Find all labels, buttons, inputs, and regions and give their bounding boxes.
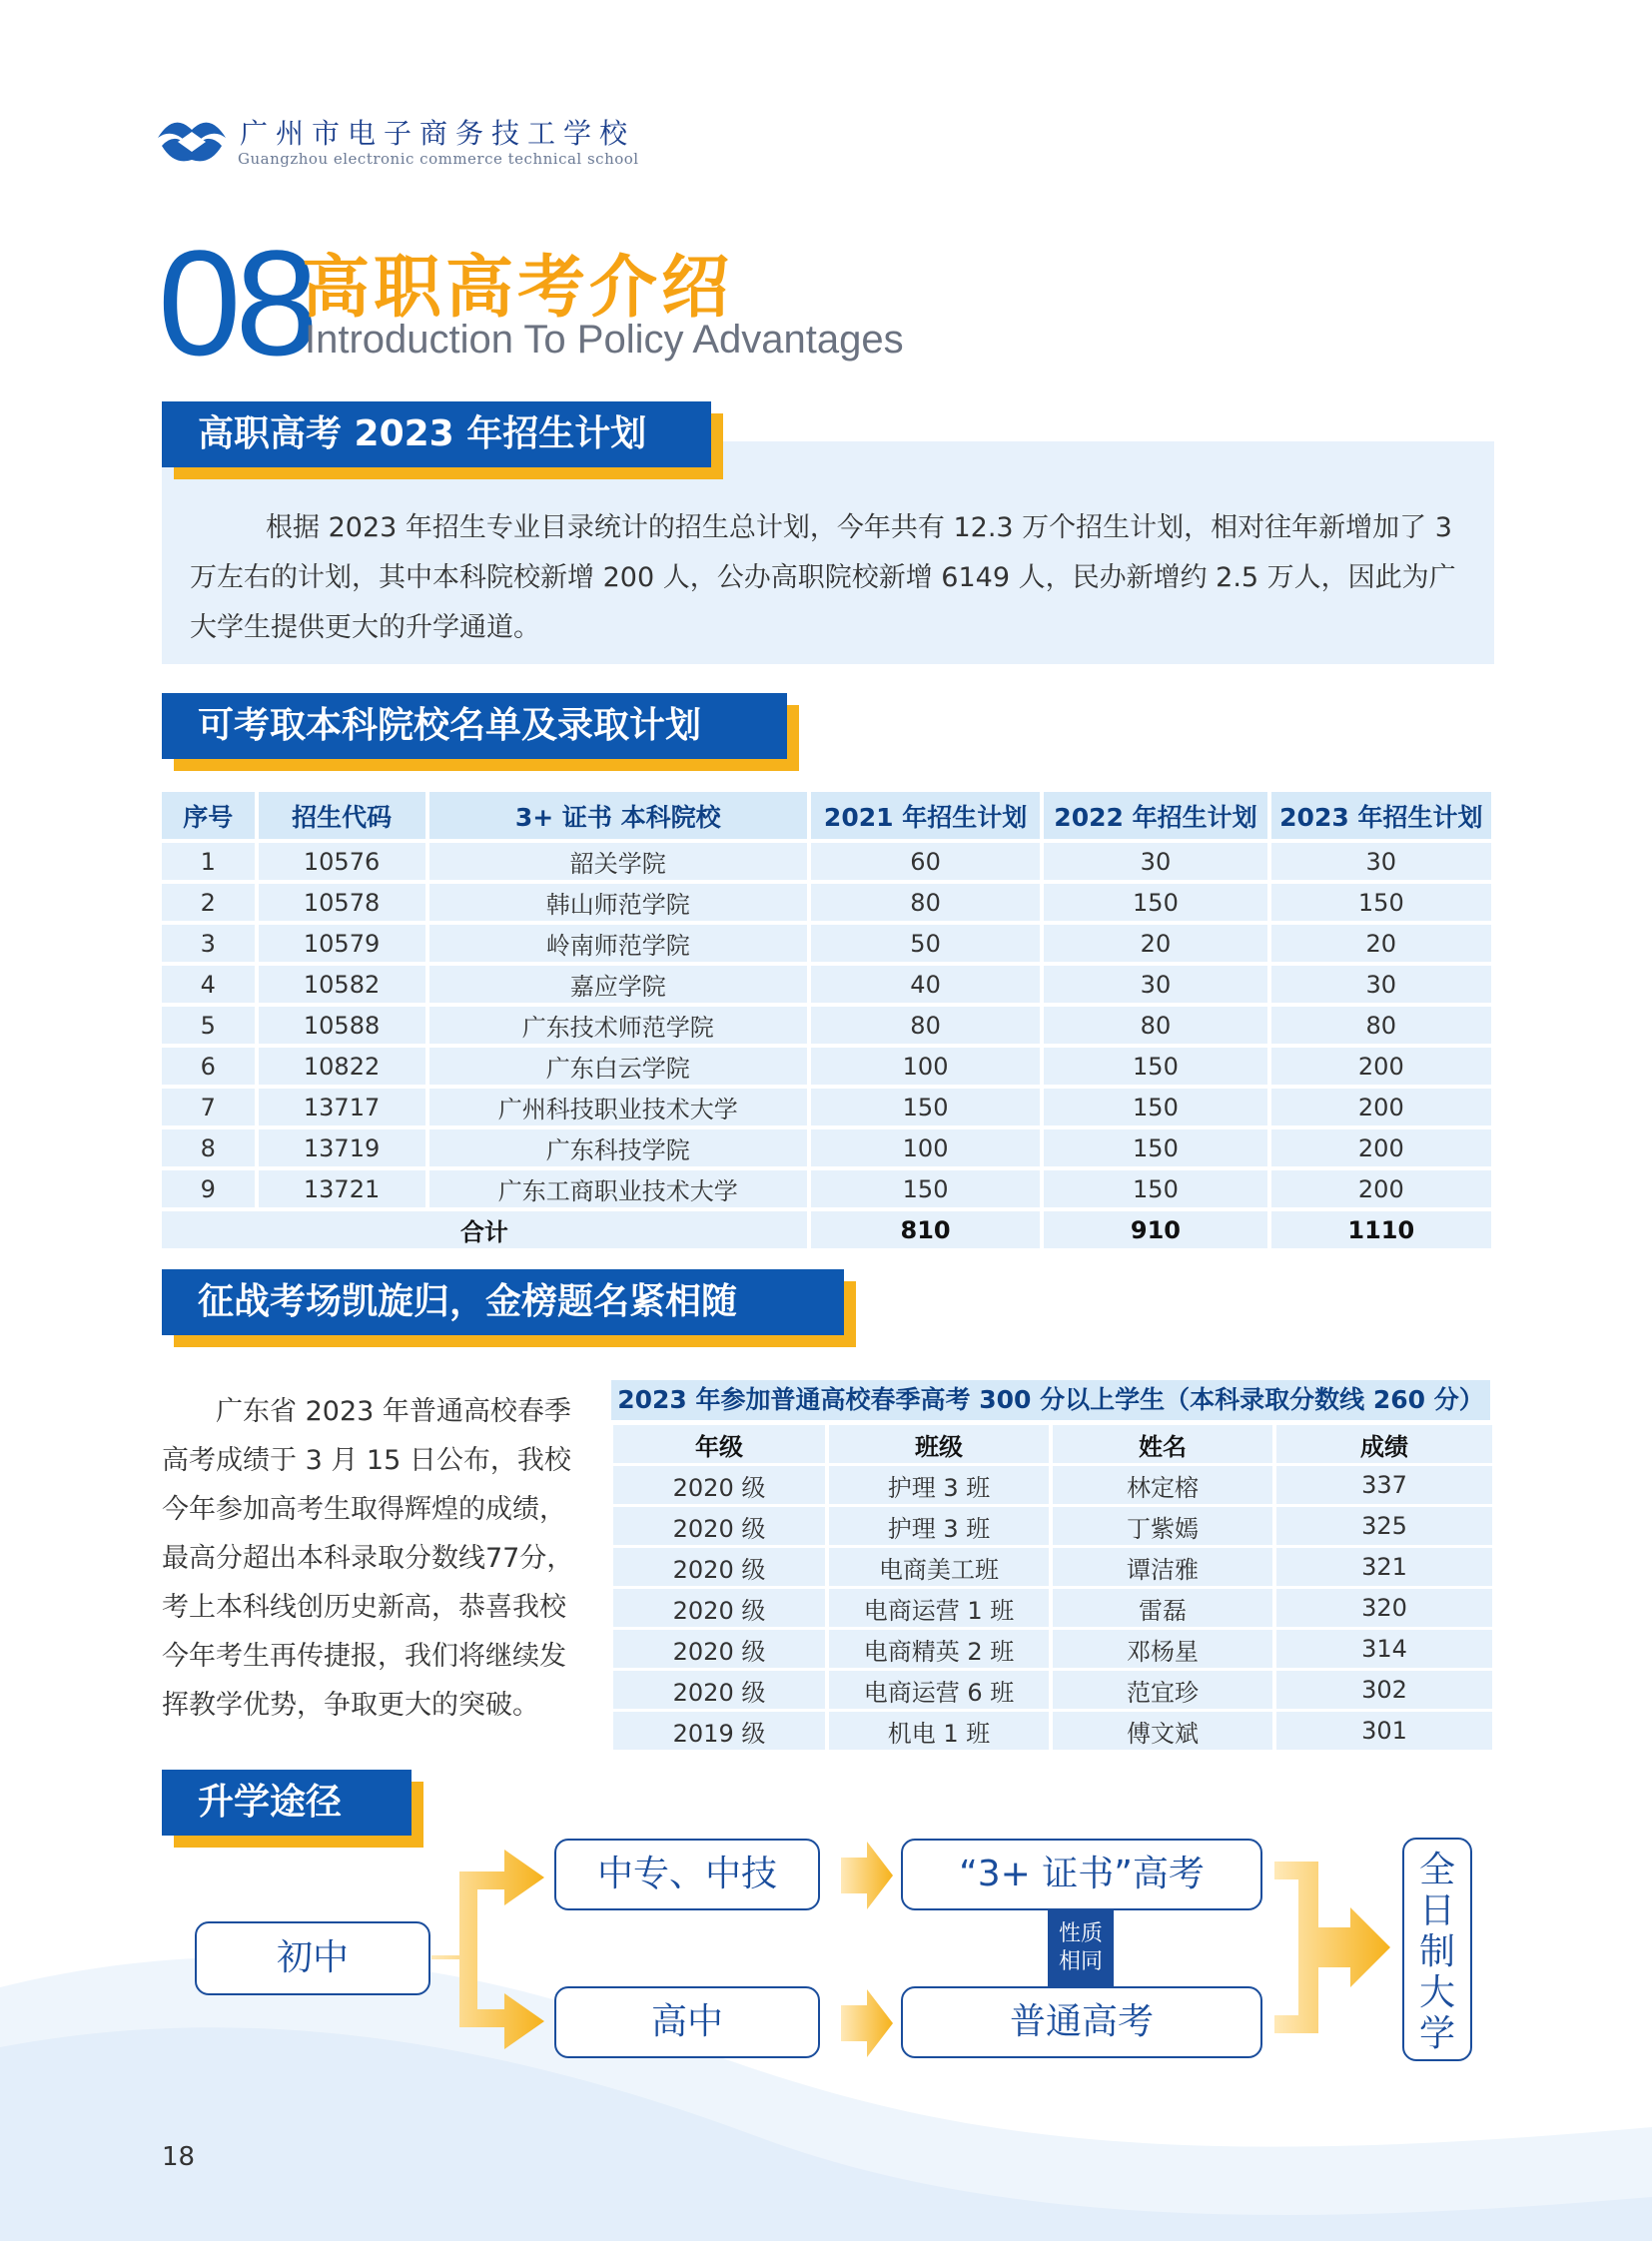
merge-connector bbox=[1274, 1862, 1390, 2033]
table-cell: 80 bbox=[811, 884, 1040, 921]
table-cell: 5 bbox=[162, 1007, 255, 1044]
table-cell: 10822 bbox=[259, 1048, 425, 1085]
table-cell: 8 bbox=[162, 1129, 255, 1166]
table-cell: 2020 级 bbox=[613, 1589, 825, 1627]
page-number: 18 bbox=[162, 2142, 196, 2172]
box-general-exam bbox=[901, 1986, 1262, 2058]
table-cell: 10578 bbox=[259, 884, 425, 921]
table-cell: 30 bbox=[1044, 966, 1266, 1003]
section-title: 征战考场凯旋归，金榜题名紧相随 bbox=[198, 1281, 738, 1322]
chapter-title: 高职高考介绍 bbox=[302, 249, 734, 328]
table-cell: 3 bbox=[162, 925, 255, 962]
arrow-mid-bottom bbox=[841, 1989, 893, 2057]
table-cell: 13719 bbox=[259, 1129, 425, 1166]
dest-char: 全 bbox=[1418, 1850, 1455, 1890]
chapter-number: 08 bbox=[158, 219, 313, 386]
table-cell: 150 bbox=[811, 1089, 1040, 1125]
table-cell: 雷磊 bbox=[1053, 1589, 1272, 1627]
table-cell: 傅文斌 bbox=[1053, 1712, 1272, 1750]
table-cell: 302 bbox=[1276, 1671, 1492, 1709]
table-cell: 150 bbox=[1044, 1089, 1266, 1125]
table-cell: 2020 级 bbox=[613, 1466, 825, 1504]
relation-line: 相同 bbox=[1058, 1949, 1103, 1974]
table-cell: 1 bbox=[162, 843, 255, 880]
box-vocational-school bbox=[554, 1839, 820, 1910]
table-cell: 岭南师范学院 bbox=[429, 925, 807, 962]
table-cell: 2 bbox=[162, 884, 255, 921]
table-cell: 100 bbox=[811, 1048, 1040, 1085]
table-header-cell: 成绩 bbox=[1276, 1425, 1492, 1463]
table-cell: 电商运营 1 班 bbox=[829, 1589, 1049, 1627]
school-name-en: Guangzhou electronic commerce technical school bbox=[238, 150, 639, 168]
box-3plus-exam bbox=[901, 1839, 1262, 1910]
table-cell: 337 bbox=[1276, 1466, 1492, 1504]
table-cell: 200 bbox=[1271, 1048, 1491, 1085]
table-cell: 嘉应学院 bbox=[429, 966, 807, 1003]
table-cell: 30 bbox=[1044, 843, 1266, 880]
dest-char: 学 bbox=[1418, 2013, 1455, 2054]
box-label: 初中 bbox=[276, 1937, 349, 1978]
school-name-cn: 广州市电子商务技工学校 bbox=[240, 117, 636, 150]
table-cell: 6 bbox=[162, 1048, 255, 1085]
table-cell: 林定榕 bbox=[1053, 1466, 1272, 1504]
section-title: 升学途径 bbox=[198, 1782, 343, 1823]
table-cell: 321 bbox=[1276, 1548, 1492, 1586]
table-cell: 电商精英 2 班 bbox=[829, 1630, 1049, 1668]
table-cell: 30 bbox=[1271, 966, 1491, 1003]
table-cell: 9 bbox=[162, 1170, 255, 1207]
table-cell: 301 bbox=[1276, 1712, 1492, 1750]
table-cell: 13717 bbox=[259, 1089, 425, 1125]
table-cell: 20 bbox=[1044, 925, 1266, 962]
table-cell: 7 bbox=[162, 1089, 255, 1125]
total-label: 合计 bbox=[162, 1211, 807, 1248]
table-cell: 邓杨星 bbox=[1053, 1630, 1272, 1668]
table-cell: 150 bbox=[1044, 884, 1266, 921]
table-cell: 150 bbox=[1044, 1048, 1266, 1085]
table-header-cell: 招生代码 bbox=[259, 792, 425, 839]
total-value: 810 bbox=[811, 1211, 1040, 1248]
results-paragraph: 广东省 2023 年普通高校春季高考成绩于 3 月 15 日公布，我校今年参加高考生取得辉煌的成绩，最高分超出本科录取分数线77分，考上本科线创历史新高，恭喜我校今年考生再传捷报，我们将继续发挥教学优势，争取更大的突破。 bbox=[162, 1396, 574, 1721]
table-cell: 320 bbox=[1276, 1589, 1492, 1627]
box-label: 中专、中技 bbox=[596, 1854, 777, 1894]
table-cell: 80 bbox=[811, 1007, 1040, 1044]
table-cell: 韶关学院 bbox=[429, 843, 807, 880]
table-cell: 200 bbox=[1271, 1170, 1491, 1207]
table-cell: 13721 bbox=[259, 1170, 425, 1207]
table-cell: 2019 级 bbox=[613, 1712, 825, 1750]
dest-char: 制 bbox=[1418, 1931, 1455, 1972]
dest-char: 日 bbox=[1418, 1890, 1455, 1931]
table-cell: 机电 1 班 bbox=[829, 1712, 1049, 1750]
table-header-cell: 2022 年招生计划 bbox=[1044, 792, 1266, 839]
table-cell: 150 bbox=[1044, 1129, 1266, 1166]
table-cell: 广东科技学院 bbox=[429, 1129, 807, 1166]
table-cell: 护理 3 班 bbox=[829, 1507, 1049, 1545]
table-cell: 40 bbox=[811, 966, 1040, 1003]
table-cell: 10582 bbox=[259, 966, 425, 1003]
table-cell: 2020 级 bbox=[613, 1671, 825, 1709]
dest-char: 大 bbox=[1418, 1972, 1455, 2013]
table-cell: 10588 bbox=[259, 1007, 425, 1044]
table-cell: 广东工商职业技术大学 bbox=[429, 1170, 807, 1207]
table-cell: 4 bbox=[162, 966, 255, 1003]
table-header-cell: 2021 年招生计划 bbox=[811, 792, 1040, 839]
arrow-mid-top bbox=[841, 1842, 893, 1909]
box-label: 普通高考 bbox=[1009, 2001, 1154, 2042]
table-header-cell: 班级 bbox=[829, 1425, 1049, 1463]
table-cell: 范宜珍 bbox=[1053, 1671, 1272, 1709]
table-header-cell: 序号 bbox=[162, 792, 255, 839]
table-cell: 10579 bbox=[259, 925, 425, 962]
box-university bbox=[1402, 1838, 1472, 2061]
table-cell: 30 bbox=[1271, 843, 1491, 880]
table-cell: 电商美工班 bbox=[829, 1548, 1049, 1586]
table-header-cell: 3+ 证书 本科院校 bbox=[429, 792, 807, 839]
total-value: 1110 bbox=[1271, 1211, 1491, 1248]
chapter-subtitle: Introduction To Policy Advantages bbox=[305, 318, 904, 362]
table-cell: 韩山师范学院 bbox=[429, 884, 807, 921]
section-title: 可考取本科院校名单及录取计划 bbox=[198, 705, 702, 746]
table-header-cell: 姓名 bbox=[1053, 1425, 1272, 1463]
table-cell: 护理 3 班 bbox=[829, 1466, 1049, 1504]
table-cell: 谭洁雅 bbox=[1053, 1548, 1272, 1586]
table-cell: 20 bbox=[1271, 925, 1491, 962]
table-cell: 150 bbox=[811, 1170, 1040, 1207]
table-cell: 80 bbox=[1044, 1007, 1266, 1044]
table-cell: 2020 级 bbox=[613, 1548, 825, 1586]
table-cell: 80 bbox=[1271, 1007, 1491, 1044]
table-cell: 2020 级 bbox=[613, 1630, 825, 1668]
table-cell: 广东技术师范学院 bbox=[429, 1007, 807, 1044]
table-cell: 10576 bbox=[259, 843, 425, 880]
table-header-cell: 2023 年招生计划 bbox=[1271, 792, 1491, 839]
relation-line: 性质 bbox=[1058, 1921, 1103, 1946]
table-cell: 广州科技职业技术大学 bbox=[429, 1089, 807, 1125]
table-cell: 100 bbox=[811, 1129, 1040, 1166]
score-table-title: 2023 年参加普通高校春季高考 300 分以上学生（本科录取分数线 260 分） bbox=[611, 1380, 1490, 1420]
table-cell: 广东白云学院 bbox=[429, 1048, 807, 1085]
table-header-cell: 年级 bbox=[613, 1425, 825, 1463]
intro-paragraph: 根据 2023 年招生专业目录统计的招生总计划，今年共有 12.3 万个招生计划，相对往年新增加了 3 万左右的计划，其中本科院校新增 200 人，公办高职院校新增 6149 人，民办新增约 2.5 万人，因此为广大学生提供更大的升学通道。 bbox=[190, 512, 1456, 643]
box-label: 高中 bbox=[650, 2001, 723, 2042]
table-cell: 电商运营 6 班 bbox=[829, 1671, 1049, 1709]
branch-connector bbox=[431, 1850, 544, 2049]
table-cell: 200 bbox=[1271, 1089, 1491, 1125]
total-value: 910 bbox=[1044, 1211, 1266, 1248]
table-cell: 200 bbox=[1271, 1129, 1491, 1166]
table-cell: 60 bbox=[811, 843, 1040, 880]
section-title: 高职高考 2023 年招生计划 bbox=[198, 413, 647, 454]
table-cell: 150 bbox=[1271, 884, 1491, 921]
box-label: “3+ 证书”高考 bbox=[959, 1854, 1205, 1894]
box-junior-high bbox=[195, 1921, 430, 1995]
table-cell: 50 bbox=[811, 925, 1040, 962]
box-high-school bbox=[554, 1986, 820, 2058]
table-cell: 325 bbox=[1276, 1507, 1492, 1545]
table-cell: 丁紫嫣 bbox=[1053, 1507, 1272, 1545]
table-cell: 150 bbox=[1044, 1170, 1266, 1207]
table-cell: 2020 级 bbox=[613, 1507, 825, 1545]
relation-badge bbox=[1048, 1910, 1114, 1986]
table-cell: 314 bbox=[1276, 1630, 1492, 1668]
